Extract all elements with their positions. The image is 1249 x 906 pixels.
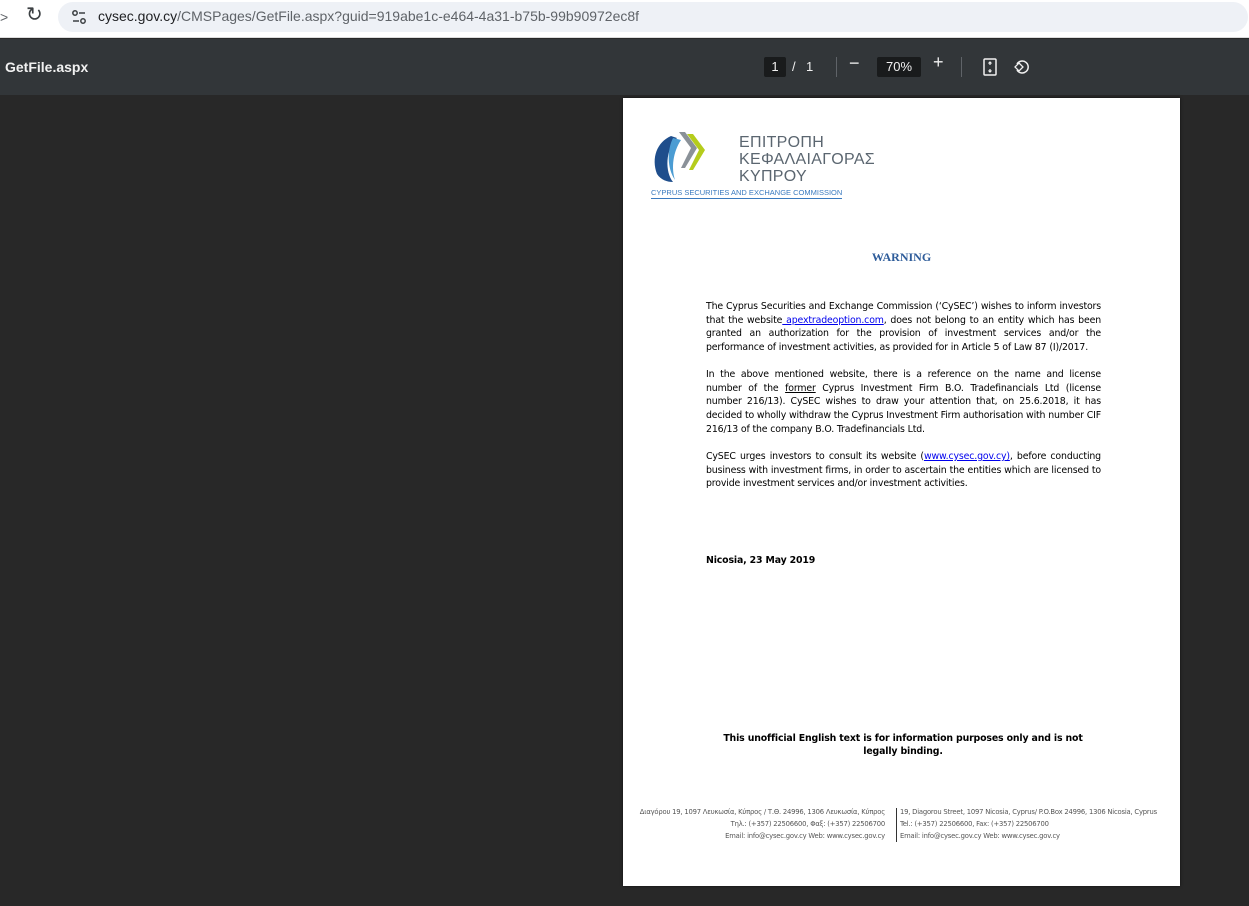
cysec-website-link[interactable]: www.cysec.gov.cy)	[923, 451, 1010, 462]
footer-divider	[896, 808, 897, 842]
footer-english-line: Tel.: (+357) 22506600, Fax: (+357) 22506700	[900, 820, 1049, 828]
zoom-level-input[interactable]: 70%	[877, 57, 921, 77]
cysec-logo	[651, 128, 876, 200]
paragraph-3	[706, 450, 1101, 491]
zoom-out-button[interactable]: −	[849, 53, 860, 73]
page-number-input[interactable]: 1	[764, 57, 786, 77]
page-separator: /	[792, 59, 796, 74]
fit-to-page-icon[interactable]	[982, 58, 998, 76]
logo-greek-line-3: ΚΥΠΡΟΥ	[739, 168, 807, 185]
footer-greek-address	[640, 806, 885, 842]
document-footer	[633, 806, 1171, 846]
footer-greek-line: Τηλ.: (+357) 22506600, Φαξ: (+357) 22506700	[730, 820, 885, 828]
pdf-page	[623, 98, 1180, 886]
page-total: 1	[806, 59, 814, 74]
paragraph-1-text-a: The Cyprus Securities and Exchange Commission (‘CySEC’) wishes to inform investors that the website	[706, 301, 1101, 326]
disclaimer: This unofficial English text is for information purposes only and is not legally binding.	[723, 733, 1083, 757]
paragraph-3-text-b: , before conducting business with investment firms, in order to ascertain the entities which are licensed to provide investment services and/or investment activities.	[706, 451, 1101, 490]
footer-greek-line: Email: info@cysec.gov.cy Web: www.cysec.gov.cy	[725, 832, 885, 840]
paragraph-1-text-b: , does not belong to an entity which has been granted an authorization for the provision of investment services and/or the performance of investment activities, as provided for in Article 5 of Law 87 (I)/2017.	[706, 314, 1102, 354]
cysec-emblem-icon	[651, 128, 709, 186]
former-underlined: former	[785, 382, 816, 394]
url-text[interactable]	[98, 8, 639, 24]
footer-english-line: Email: info@cysec.gov.cy Web: www.cysec.gov.cy	[900, 832, 1060, 840]
pdf-toolbar	[0, 39, 1249, 95]
zoom-in-button[interactable]: +	[933, 52, 944, 72]
footer-english-address	[900, 806, 1157, 842]
paragraph-2-text-a: In the above mentioned website, there is a reference on the name and license number of the	[706, 369, 1101, 394]
logo-english-name: CYPRUS SECURITIES AND EXCHANGE COMMISSION	[651, 188, 843, 197]
logo-greek-line-1: ΕΠΙΤΡΟΠΗ	[739, 134, 825, 151]
paragraph-2-text-b: Cyprus Investment Firm B.O. Tradefinancials Ltd (license number 216/13). CySEC wishes to draw your attention that, on 25.6.2018, it has decided to wholly withdraw the Cyprus Investment Firm authorisation with number CIF 216/13 of the company B.O. Tradefinancials Ltd.	[706, 382, 1101, 435]
paragraph-2	[706, 368, 1101, 437]
site-info-icon[interactable]	[70, 8, 88, 26]
pdf-filename: GetFile.aspx	[5, 59, 89, 75]
dateline: Nicosia, 23 May 2019	[706, 555, 816, 566]
reload-icon[interactable]: ↻	[26, 4, 43, 26]
url-path: /CMSPages/GetFile.aspx?guid=919abe1c-e464-4a31-b75b-99b90972ec8f	[177, 8, 640, 24]
rotate-icon[interactable]	[1013, 58, 1031, 76]
paragraph-1	[706, 300, 1101, 355]
forward-icon[interactable]: >	[0, 9, 9, 25]
url-host: cysec.gov.cy	[98, 8, 178, 24]
footer-greek-line: Διαγόρου 19, 1097 Λευκωσία, Κύπρος / Τ.Θ. 24996, 1306 Λευκωσία, Κύπρος	[639, 808, 885, 816]
toolbar-divider	[961, 57, 962, 77]
paragraph-3-text-a: CySEC urges investors to consult its website (	[706, 451, 924, 462]
browser-address-bar	[0, 0, 1249, 38]
document-title: WARNING	[871, 250, 932, 264]
logo-greek-line-2: ΚΕΦΑΛΑΙΑΓΟΡΑΣ	[739, 151, 876, 168]
footer-english-line: 19, Diagorou Street, 1097 Nicosia, Cyprus/ P.O.Box 24996, 1306 Nicosia, Cyprus	[900, 808, 1157, 816]
toolbar-divider	[836, 57, 837, 77]
omnibox[interactable]	[58, 2, 1248, 32]
apextradeoption-link[interactable]: apextradeoption.com	[782, 314, 884, 326]
